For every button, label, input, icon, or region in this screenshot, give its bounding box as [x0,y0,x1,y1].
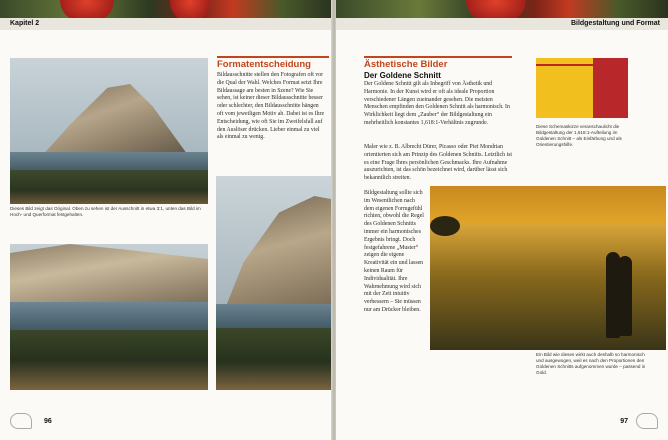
swatch-caption: Diese Schemaskizze veranschaulicht die Bildgestaltung der 1,618:1-Aufteilung im Goldenen Schnitt – als Einfärbung und als Orientierungshilfe. [536,124,622,147]
header-bar [0,18,332,30]
sunset-caption: Ein Bild wie dieses wirkt auch deshalb so harmonisch und ausgewogen, weil es nach den Proportionen des Goldenen Schnitts aufgenommen wurde – passend in Gold. [536,352,646,375]
left-photo-caption: Dieses Bild zeigt das Original. Oben zu sehen ist der Ausschnitt in etwa 3:1, unten das Bild im Hoch- und Querformat festgehalten. [10,206,201,217]
golden-ratio-swatch [536,58,628,118]
chapter-label: Kapitel 2 [10,20,40,27]
aesthetic-heading: Ästhetische Bilder [364,56,512,70]
silhouette-person [618,256,632,336]
golden-ratio-paragraph-1: Der Goldene Schnitt gilt als Inbegriff von Ästhetik und Harmonie. In der Kunst wird er oft als ideale Proportion verschiedener Längen zueinander gesehen. Die meisten Menschen empfinden den Goldenen Schnitt als harmonisch. In Wirklichkeit liegt dem „Zauber“ der Bildgestaltung ein mehrheitlich konstantes 1,618:1-Verhältnis zugrunde. [364,81,510,126]
golden-ratio-paragraph-3: Bildgestaltung sollte sich im Wesentlichen nach dem eigenen Formgefühl richten, obwohl die Regel des Goldenen Schnitts immer ein harmonisches Ergebnis bringt. Doch festgefahrene „Muster“ zeigen die eigene Kreativität ein und lassen keinen Raum für Individualität. Ihre Wahrnehmung wird sich mit der Zeit intuitiv verbessern – Sie müssen nur am Drücker bleiben. [364,190,424,313]
swatch-line [536,64,628,66]
right-page-number: 97 [620,418,628,425]
right-page [336,0,668,440]
shore-bush [430,216,460,236]
page-ornament [636,413,658,429]
golden-ratio-paragraph-2: Maler wie z. B. Albrecht Dürer, Picasso oder Piet Mondrian orientierten sich am Prinzip des Goldenen Schnitts. Letztlich ist es eine Frage Ihres persönlichen Geschmacks. Ihre Aufnahme auszurichten, ist das schön bezeichnet wird, darüber lässt sich bekanntlich streiten. [364,144,512,182]
left-page [0,0,332,440]
golden-ratio-subheading: Der Goldene Schnitt [364,71,441,80]
page-ornament [10,413,32,429]
left-page-number: 96 [44,418,52,425]
format-body-text: Bildausschnitte stellen den Fotografen oft vor die Qual der Wahl. Welches Format setzt Ihre Bildaussage am besten in Szene? Wie Sie sehen, ist keiner dieser Bildausschnitte besser oder schlechter, den Bildausschnitte hängen oft vom jeweiligen Motiv ab. Dabei ist es Ihre Entscheidung, wie oft Sie im Zweifelsfall auf den Auslöser drücken. Lieber einmal zu viel als einmal zu wenig. [217,72,325,141]
portrait-crop-photo [216,176,332,390]
original-photo [10,58,208,204]
sunset-photo [430,186,666,350]
format-heading: Formatentscheidung [217,56,329,70]
landscape-crop-photo [10,244,208,390]
swatch-red-block [593,58,628,118]
section-label: Bildgestaltung und Format [570,20,660,27]
